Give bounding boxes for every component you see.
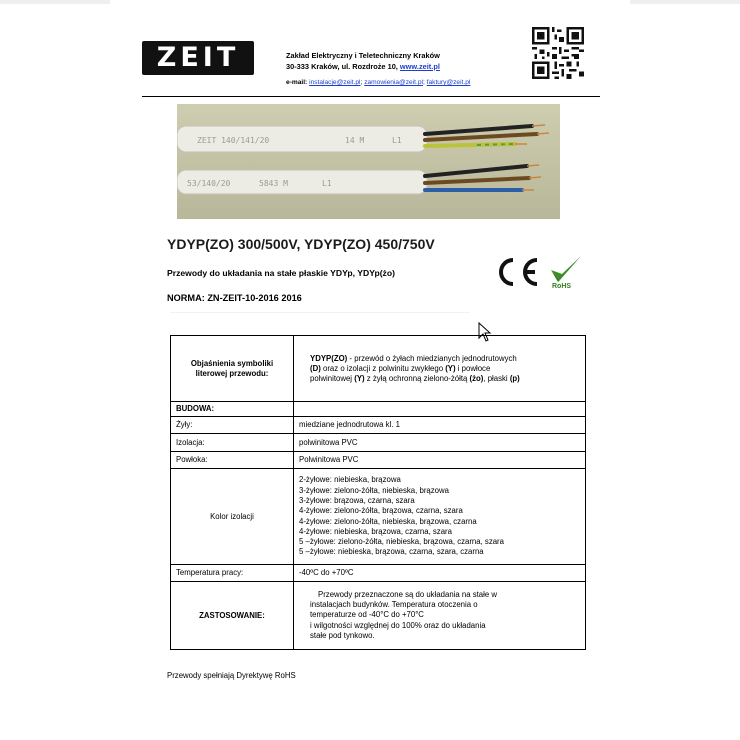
cable1-meter: 14 M: [345, 136, 365, 145]
cable-photo: [177, 104, 560, 219]
temp-label: Temperatura pracy:: [171, 565, 294, 582]
list-item: 5 –żyłowe: zielono-żółta, niebieska, brązowa, czarna, szara: [299, 537, 504, 547]
company-info: [286, 50, 440, 72]
spec-table: [170, 335, 586, 650]
zastosowanie-label: ZASTOSOWANIE:: [171, 582, 294, 650]
faint-line: [170, 312, 470, 313]
email-link-faktury[interactable]: faktury@zeit.pl: [426, 79, 471, 86]
cable1-mark: L1: [392, 136, 402, 145]
list-item: 2-żyłowe: niebieska, brązowa: [299, 475, 401, 485]
website-link[interactable]: www.zeit.pl: [399, 62, 440, 71]
email-label: e-mail:: [286, 79, 308, 86]
kolor-label: Kolor izolacji: [171, 469, 294, 565]
norma-line: NORMA: ZN-ZEIT-10-2016 2016: [167, 293, 302, 303]
email-link-zamowienia[interactable]: zamowienia@zeit.pl: [364, 79, 423, 86]
table-row: [171, 402, 586, 417]
table-row: [171, 417, 586, 434]
ce-mark-icon: [494, 257, 540, 287]
company-address-text: 30-333 Kraków, ul. Rozdroże 10,: [286, 62, 398, 71]
powloka-label: Powłoka:: [171, 452, 294, 469]
table-row: [171, 434, 586, 452]
list-item: instalacjach budynków. Temperatura otoczenia o: [310, 600, 478, 610]
budowa-label: BUDOWA:: [171, 402, 294, 417]
rohs-footer: Przewody spełniają Dyrektywę RoHS: [167, 671, 296, 680]
list-item: 3-żyłowe: zielono-żółta, niebieska, brązowa: [299, 485, 449, 495]
explain-p4: oraz o izolacji z polwinitu zwykłego: [320, 363, 446, 373]
explain-p10: , płaski: [483, 373, 510, 383]
zyly-label: Żyły:: [171, 417, 294, 434]
list-item: 5 –żyłowe: niebieska, brązowa, czarna, szara, czarna: [299, 547, 484, 557]
kolor-list: [294, 469, 586, 565]
explain-text: [294, 336, 586, 402]
list-item: temperaturze od -40°C do +70°C: [310, 610, 424, 620]
izolacja-label: Izolacja:: [171, 434, 294, 452]
zeit-logo: [142, 41, 254, 75]
logo-text: ZEIT: [156, 42, 240, 73]
header-divider: [142, 96, 600, 97]
temp-value: -40ºC do +70ºC: [294, 565, 586, 582]
explain-p1: YDYP(ZO): [310, 353, 348, 363]
explain-p9: (żo): [469, 373, 484, 383]
product-subtitle: Przewody do układania na stałe płaskie YDYp, YDYp(żo): [167, 268, 395, 278]
qr-code: [532, 27, 584, 79]
company-address: [286, 61, 440, 72]
list-item: 3-żyłowe: brązowa, czarna, szara: [299, 495, 415, 505]
list-item: 4-żyłowe: niebieska, brązowa, czarna, szara: [299, 526, 452, 536]
explain-p2: - przewód o żyłach miedzianych jednodrutowych: [347, 353, 517, 363]
izolacja-value: polwinitowa PVC: [294, 434, 586, 452]
explain-p3: (D): [310, 363, 321, 373]
email-separator: ;: [360, 79, 363, 86]
list-item: Przewody przeznaczone są do układania na stałe w: [318, 589, 498, 599]
cable2-mark: L1: [322, 179, 332, 188]
zyly-value: miedziane jednodrutowa kl. 1: [294, 417, 586, 434]
budowa-empty: [294, 402, 586, 417]
rohs-label: RoHS: [552, 283, 572, 290]
explain-label: Objaśnienia symboliki literowej przewodu:: [171, 336, 294, 402]
explain-p7: (Y): [354, 373, 365, 383]
explain-p11: (p): [509, 373, 520, 383]
table-row: [171, 469, 586, 565]
powloka-value: Polwinitowa PVC: [294, 452, 586, 469]
email-line: [286, 79, 470, 86]
list-item: 4-żyłowe: zielono-żółta, brązowa, czarna, szara: [299, 506, 463, 516]
explain-p6: i powłoce polwinitowej: [310, 363, 491, 383]
table-row: [171, 582, 586, 650]
email-link-instalacje[interactable]: instalacje@zeit.pl: [309, 79, 361, 86]
cable2-meter: 5843 M: [259, 179, 288, 188]
product-title: YDYP(ZO) 300/500V, YDYP(ZO) 450/750V: [167, 236, 435, 252]
company-name: Zakład Elektryczny i Teletechniczny Kraków: [286, 51, 440, 60]
explain-p8: z żyłą ochronną zielono-żółtą: [364, 373, 470, 383]
list-item: i wilgotności względnej do 100% oraz do układania: [310, 620, 486, 630]
table-row: [171, 452, 586, 469]
list-item: 4-żyłowe: zielono-żółta, niebieska, brązowa, czarna: [299, 516, 477, 526]
list-item: stałe pod tynkowo.: [310, 630, 375, 640]
cable1-print: ZEIT 140/141/20: [197, 136, 270, 145]
cable2-print: 53/140/20: [187, 179, 231, 188]
table-row: [171, 336, 586, 402]
email-separator: ;: [422, 79, 425, 86]
zastosowanie-text: [294, 582, 586, 650]
table-row: [171, 565, 586, 582]
explain-p5: (Y): [445, 363, 456, 373]
